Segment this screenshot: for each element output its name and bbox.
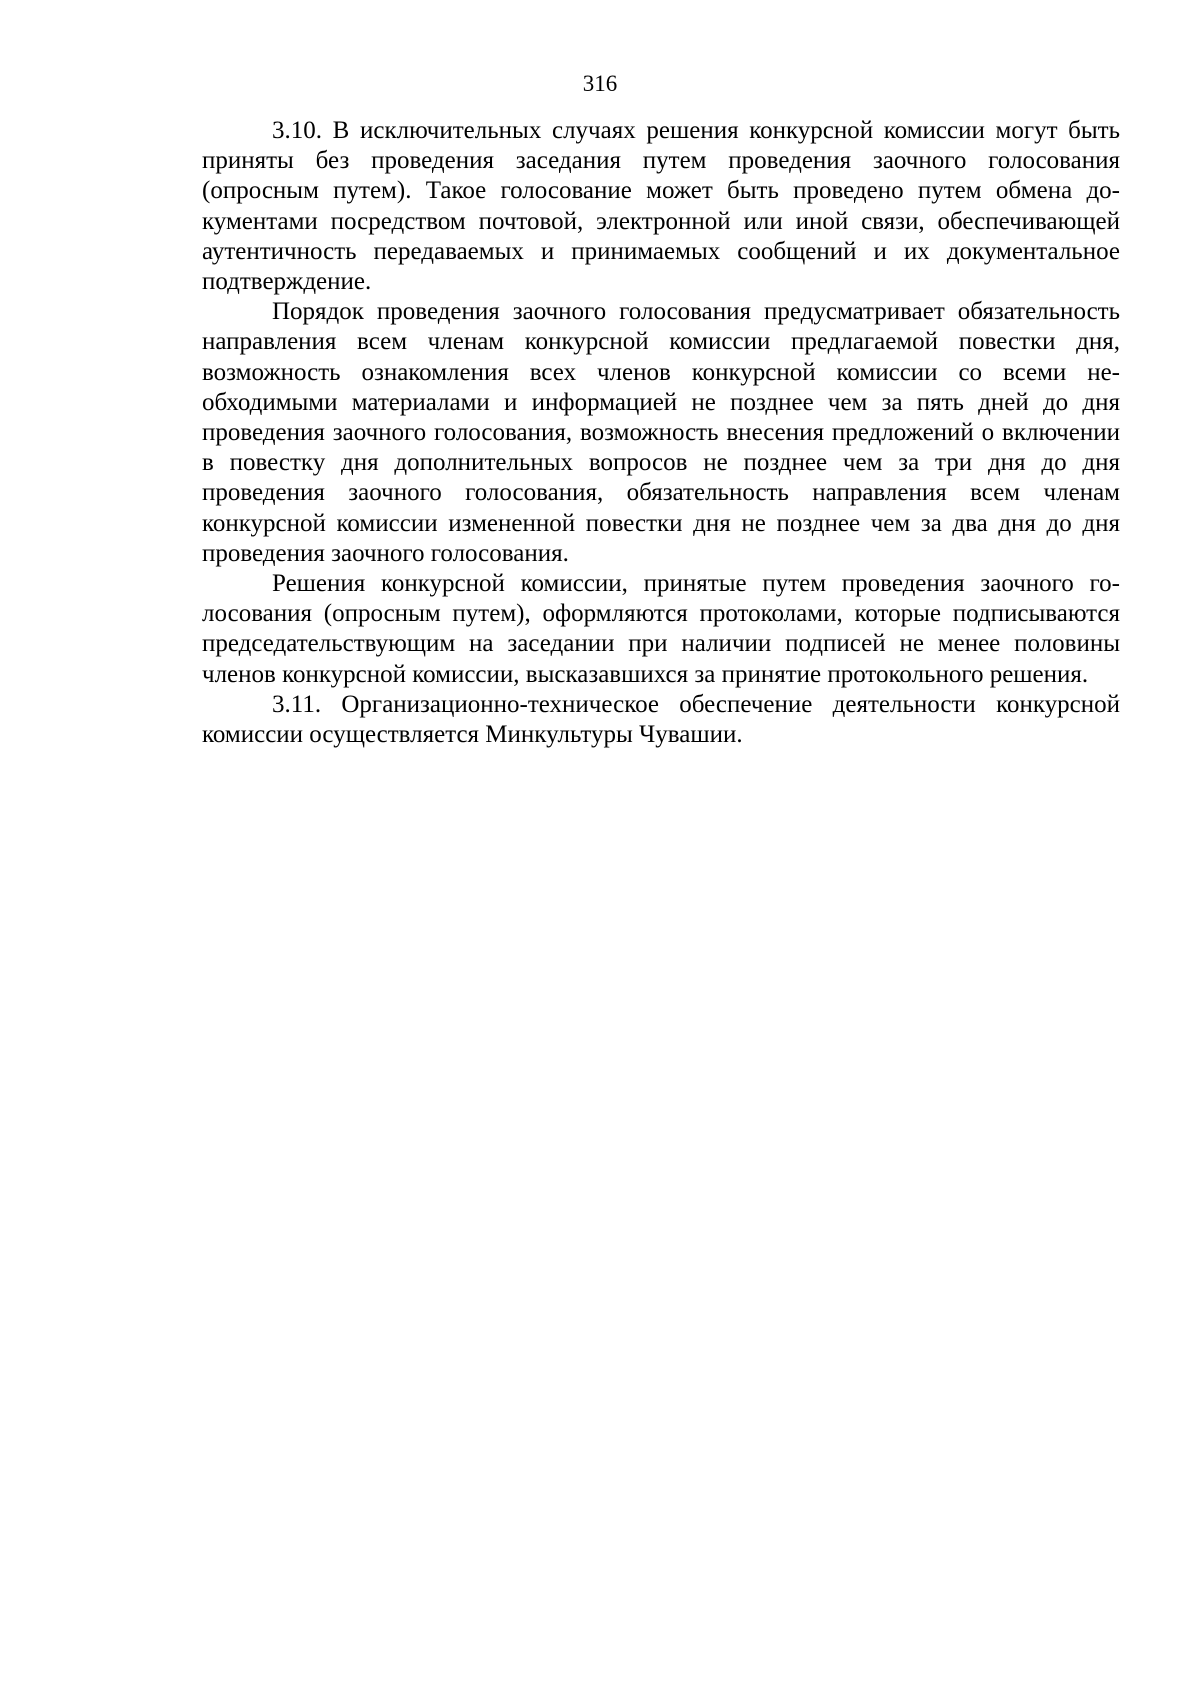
page-number: 316: [582, 71, 618, 96]
document-body: [202, 116, 1120, 750]
paragraph-3-10: 3.10. В исключительных случаях решения конкурсной комиссии могут быть приняты без проведения заседания путем проведения заочного голосования (опросным путем). Такое голосование может быть проведено путем обмена документами посредством почтовой, электронной или иной связи, обеспечивающей аутентичность передаваемых и принимаемых сообщений и их документальное подтверждение.: [202, 117, 1120, 296]
paragraph-voting-procedure: Порядок проведения заочного голосования предусматривает обязательность направления всем членам конкурсной комиссии предлагаемой повестки дня, возможность ознакомления всех членов конкурсной комиссии со всеми необходимыми материалами и информацией не позднее чем за пять дней до дня проведения заочного голосования, возможность внесения предложений о включении в повестку дня дополнительных вопросов не позднее чем за три дня до дня проведения заочного голосования, обязательность направления всем членам конкурсной комиссии измененной повестки дня не позднее чем за два дня до дня проведения заочного голосования.: [202, 298, 1120, 567]
paragraph-voting-decisions: Решения конкурсной комиссии, принятые путем проведения заочного голосования (опросным путем), оформляются протоколами, которые подписываются председательствующим на заседании при наличии подписей не менее половины членов конкурсной комиссии, высказавшихся за принятие протокольного решения.: [202, 570, 1120, 688]
paragraph-3-11: 3.11. Организационно-техническое обеспечение деятельности конкурсной комиссии осуществляется Минкультуры Чувашии.: [202, 690, 1120, 749]
